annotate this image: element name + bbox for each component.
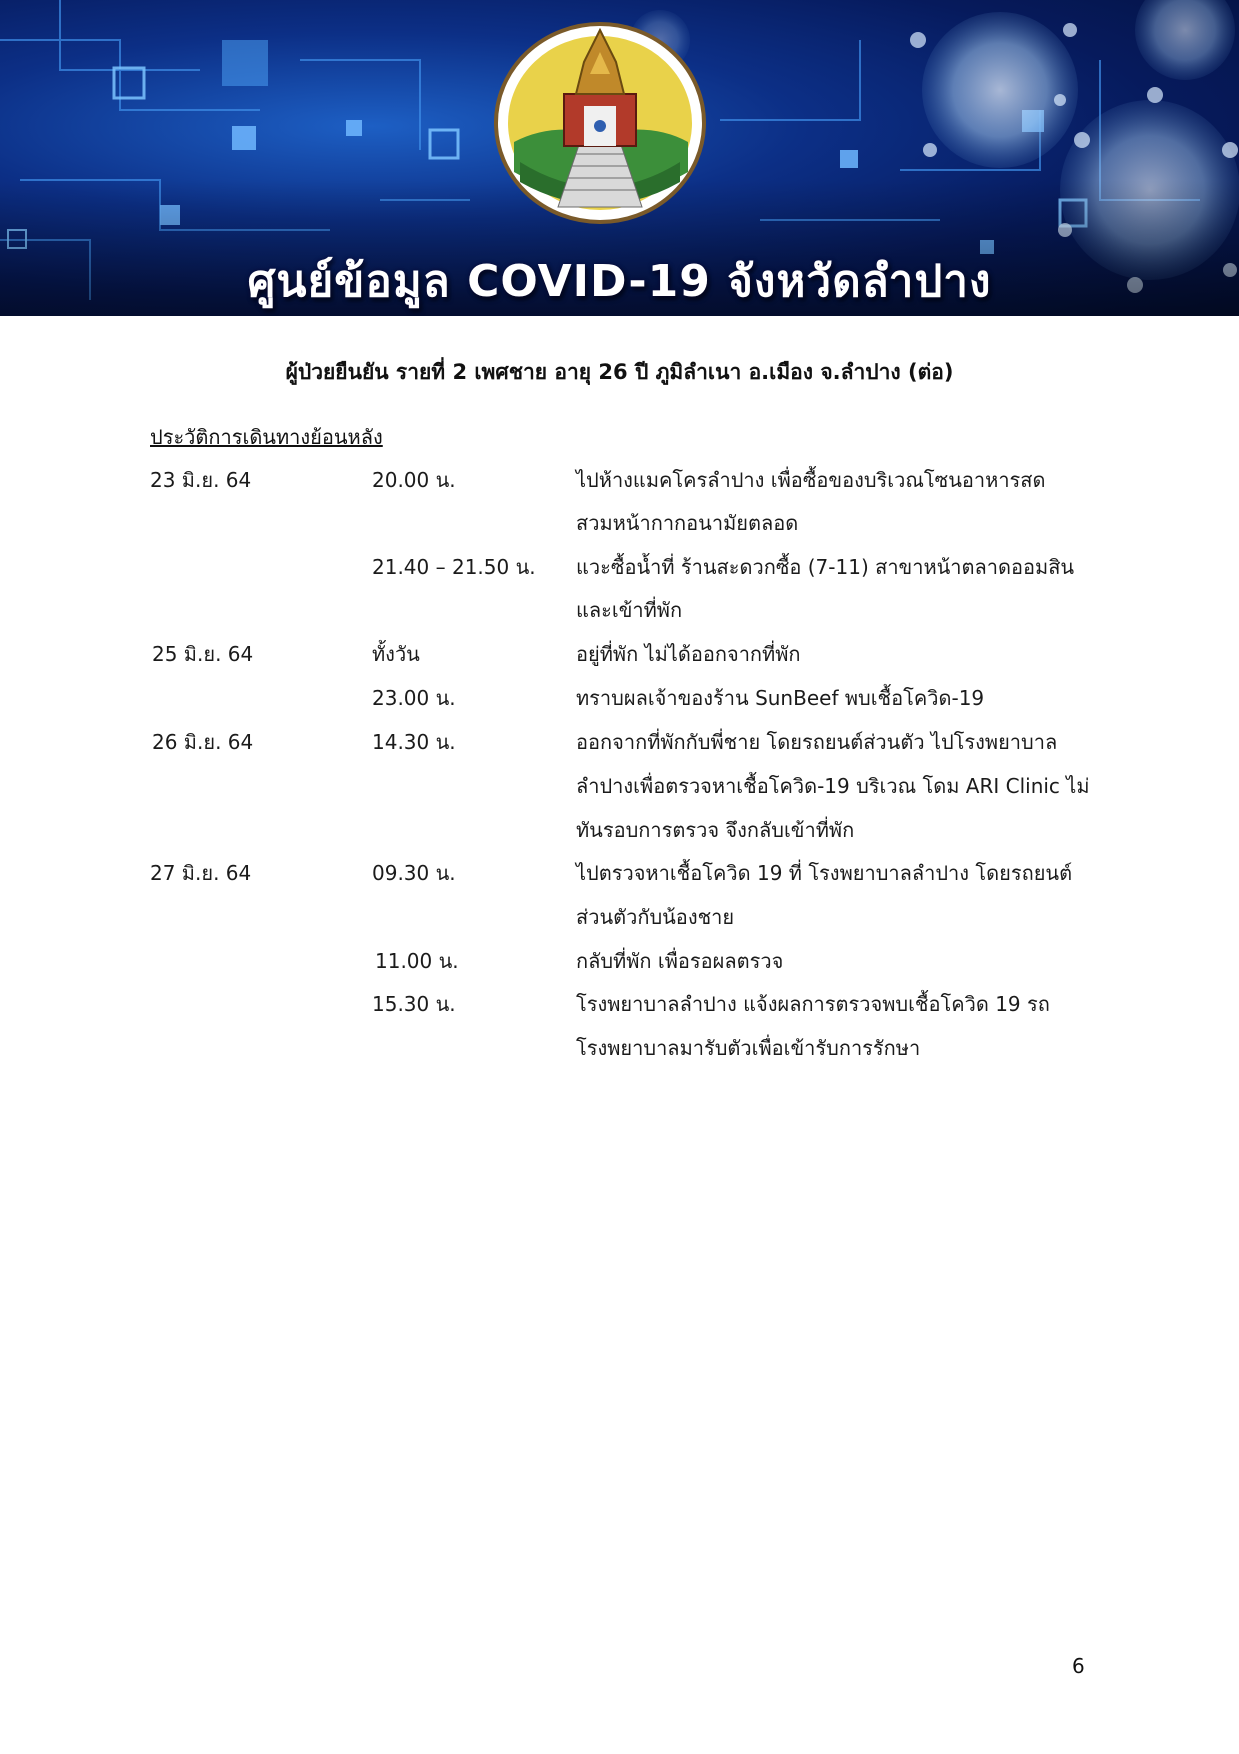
timeline-description: แวะซื้อน้ำที่ ร้านสะดวกซื้อ (7-11) สาขาหน้าตลาดออมสิน: [576, 555, 1075, 579]
timeline-description: ลำปางเพื่อตรวจหาเชื้อโควิด-19 บริเวณ โดม ARI Clinic ไม่: [576, 774, 1090, 798]
timeline-description: โรงพยาบาลลำปาง แจ้งผลการตรวจพบเชื้อโควิด 19 รถ: [576, 992, 1050, 1016]
timeline-description: ส่วนตัวกับน้องชาย: [576, 905, 735, 929]
timeline-description: อยู่ที่พัก ไม่ได้ออกจากที่พัก: [576, 642, 801, 666]
timeline-description: ไปห้างแมคโครลำปาง เพื่อซื้อของบริเวณโซนอาหารสด: [576, 468, 1046, 492]
timeline-description: ไปตรวจหาเชื้อโควิด 19 ที่ โรงพยาบาลลำปาง โดยรถยนต์: [576, 861, 1073, 885]
timeline-time: 11.00 น.: [375, 949, 459, 973]
timeline-time: 09.30 น.: [372, 861, 456, 885]
timeline-time: ทั้งวัน: [372, 642, 420, 666]
timeline-time: 20.00 น.: [372, 468, 456, 492]
lampang-province-seal-icon: [492, 22, 708, 224]
travel-history-heading: ประวัติการเดินทางย้อนหลัง: [150, 425, 383, 449]
timeline-time: 23.00 น.: [372, 686, 456, 710]
timeline-description: ทันรอบการตรวจ จึงกลับเข้าที่พัก: [576, 818, 855, 842]
timeline-description: ออกจากที่พักกับพี่ชาย โดยรถยนต์ส่วนตัว ไปโรงพยาบาล: [576, 730, 1058, 754]
timeline-date: 23 มิ.ย. 64: [150, 468, 252, 492]
page-subtitle: ผู้ป่วยยืนยัน รายที่ 2 เพศชาย อายุ 26 ปี ภูมิลำเนา อ.เมือง จ.ลำปาง (ต่อ): [285, 360, 954, 384]
timeline-description: ทราบผลเจ้าของร้าน SunBeef พบเชื้อโควิด-19: [576, 686, 985, 710]
timeline-time: 21.40 – 21.50 น.: [372, 555, 536, 579]
timeline-date: 26 มิ.ย. 64: [152, 730, 254, 754]
timeline-description: สวมหน้ากากอนามัยตลอด: [576, 511, 799, 535]
timeline-date: 27 มิ.ย. 64: [150, 861, 252, 885]
timeline-description: กลับที่พัก เพื่อรอผลตรวจ: [576, 949, 784, 973]
timeline-time: 14.30 น.: [372, 730, 456, 754]
timeline-time: 15.30 น.: [372, 992, 456, 1016]
page-number: 6: [1072, 1654, 1085, 1678]
timeline-description: และเข้าที่พัก: [576, 598, 683, 622]
timeline-date: 25 มิ.ย. 64: [152, 642, 254, 666]
header-banner: [0, 0, 1239, 316]
timeline-description: โรงพยาบาลมารับตัวเพื่อเข้ารับการรักษา: [576, 1036, 921, 1060]
banner-title: ศูนย์ข้อมูล COVID-19 จังหวัดลำปาง: [247, 256, 992, 307]
